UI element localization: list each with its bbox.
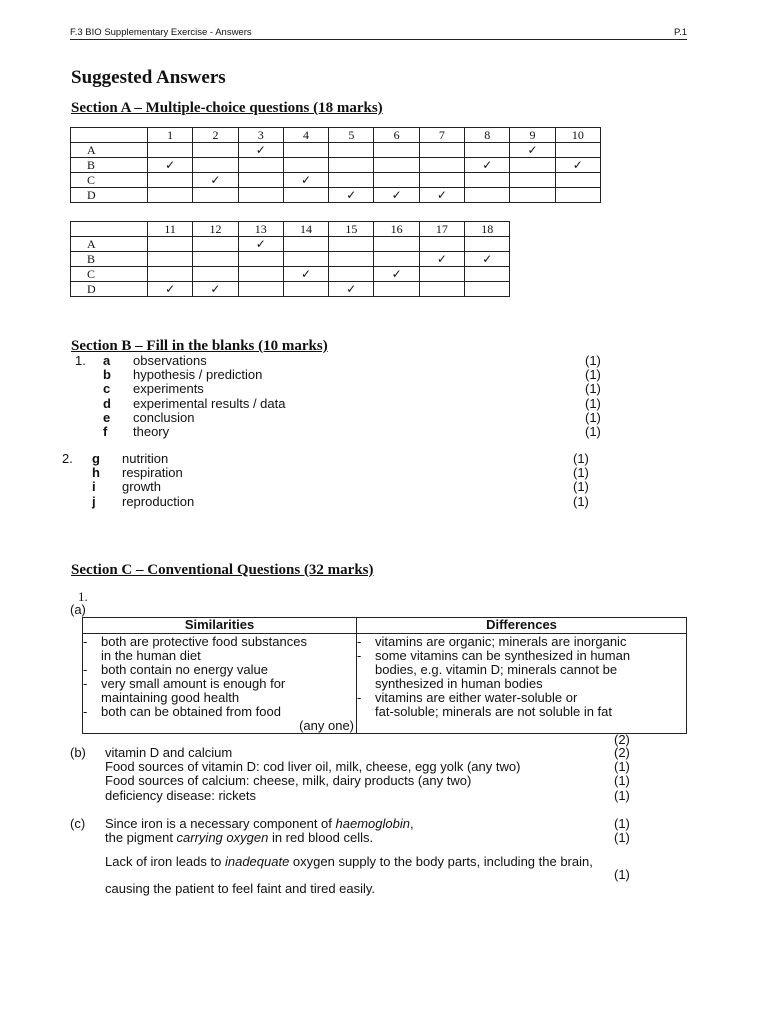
question-number-2: 2 [193, 128, 238, 143]
blank-answer-h: respiration [122, 465, 183, 481]
similarity-1-line-2 [83, 649, 356, 663]
difference-2-line-1 [357, 649, 686, 663]
answer-tick-q5: ✓ [346, 188, 357, 202]
answer-cell-q7-b [419, 158, 464, 173]
part-b-mark-1: (2) [614, 745, 630, 760]
blank-mark-d: (1) [585, 395, 601, 411]
section-c-heading: Section C – Conventional Questions (32 marks) [71, 562, 374, 578]
answer-cell-q3-c [238, 173, 283, 188]
blank-mark-i: (1) [573, 479, 589, 495]
part-c-inadequate: inadequate [224, 854, 290, 869]
answer-cell-q9-d [510, 188, 555, 203]
blank-mark-f: (1) [585, 424, 601, 439]
question-number-12: 12 [193, 222, 238, 237]
similarity-text: both contain no energy value [101, 662, 268, 677]
mc-answer-table-1 [70, 127, 601, 203]
difference-text: vitamins are organic; minerals are inorganic [375, 634, 627, 649]
blank-letter-j: j [92, 493, 96, 509]
difference-bullet: - [357, 648, 362, 663]
question-number-3: 3 [238, 128, 283, 143]
difference-bullet: - [357, 690, 362, 705]
blank-answer-d: experimental results / data [133, 395, 286, 411]
differences-header: Differences [357, 618, 687, 634]
section-a-heading: Section A – Multiple-choice questions (18 marks) [71, 100, 383, 116]
answer-tick-q15: ✓ [346, 282, 357, 296]
answer-cell-q14-b [283, 252, 328, 267]
blank-mark-c: (1) [585, 381, 601, 397]
answer-cell-q11-b [148, 252, 193, 267]
answer-cell-q15-b [329, 252, 374, 267]
part-b-line-1: vitamin D and calcium [105, 745, 233, 760]
similarity-1-line-1 [83, 635, 356, 649]
blank-mark-b: (1) [585, 367, 601, 383]
similarity-text: both are protective food substances [101, 634, 307, 649]
question-number-10: 10 [555, 128, 600, 143]
option-label-a: A [71, 237, 148, 252]
answer-cell-q1-c [148, 173, 193, 188]
answer-tick-q8: ✓ [482, 158, 493, 172]
difference-text: bodies, e.g. vitamin D; minerals cannot be [375, 662, 618, 677]
answer-tick-q13: ✓ [255, 237, 266, 251]
difference-bullet: - [357, 634, 362, 649]
question-number-7: 7 [419, 128, 464, 143]
blank-mark-h: (1) [573, 465, 589, 481]
answer-cell-q6-b [374, 158, 419, 173]
section-b-q2-number: 2. [62, 451, 73, 466]
part-b-line-3: Food sources of calcium: cheese, milk, dairy products (any two) [105, 773, 472, 789]
answer-cell-q2-b [193, 158, 238, 173]
answer-cell-q8-a [465, 143, 510, 158]
difference-bullet [357, 705, 375, 719]
part-c-haemoglobin: haemoglobin [335, 816, 410, 831]
difference-2-line-2 [357, 663, 686, 677]
answer-cell-q17-b [419, 252, 464, 267]
part-c-line-1-text: Since iron is a necessary component of [105, 816, 336, 831]
mc-answer-table-2 [70, 221, 510, 297]
blank-letter-f: f [103, 424, 108, 439]
page-title: Suggested Answers [71, 67, 226, 88]
similarity-text: very small amount is enough for [101, 676, 286, 691]
answer-cell-q9-b [510, 158, 555, 173]
similarity-3-line-1 [83, 677, 356, 691]
question-number-16: 16 [374, 222, 419, 237]
blank-mark-a: (1) [585, 353, 601, 368]
answer-cell-q17-a [419, 237, 464, 252]
blank-answer-b: hypothesis / prediction [133, 367, 263, 383]
question-number-11: 11 [148, 222, 193, 237]
part-c-line-3-text: Lack of iron leads to [105, 854, 225, 869]
answer-cell-q5-a [329, 143, 374, 158]
answer-cell-q17-d [419, 282, 464, 297]
blank-answer-j: reproduction [122, 493, 195, 509]
option-label-d: D [71, 188, 148, 203]
answer-cell-q7-d [419, 188, 464, 203]
answer-cell-q1-a [148, 143, 193, 158]
difference-text: synthesized in human bodies [375, 676, 543, 691]
section-b-q1-number: 1. [75, 353, 86, 368]
answer-cell-q3-d [238, 188, 283, 203]
difference-3-line-2 [357, 705, 686, 719]
question-number-5: 5 [329, 128, 374, 143]
answer-cell-q15-d [329, 282, 374, 297]
question-number-6: 6 [374, 128, 419, 143]
part-c-line-2-text: the pigment [105, 830, 177, 845]
option-label-b: B [71, 158, 148, 173]
similarity-text: both can be obtained from food [101, 704, 281, 719]
answer-cell-q1-d [148, 188, 193, 203]
question-number-13: 13 [238, 222, 283, 237]
option-label-d: D [71, 282, 148, 297]
blank-letter-d: d [103, 395, 111, 411]
answer-cell-q18-b [465, 252, 510, 267]
difference-text: some vitamins can be synthesized in human [375, 648, 631, 663]
similarity-bullet: - [83, 676, 88, 691]
answer-cell-q14-d [283, 282, 328, 297]
answer-tick-q4: ✓ [301, 173, 312, 187]
answer-tick-q6: ✓ [391, 188, 402, 202]
answer-cell-q8-d [465, 188, 510, 203]
blank-answer-g: nutrition [122, 451, 169, 466]
answer-cell-q6-a [374, 143, 419, 158]
blank-answer-c: experiments [133, 381, 204, 397]
section-c-question-number: 1. [78, 589, 88, 604]
difference-bullet [357, 677, 375, 691]
similarity-text: in the human diet [101, 648, 201, 663]
question-number-9: 9 [510, 128, 555, 143]
answer-cell-q2-c [193, 173, 238, 188]
difference-1-line-1 [357, 635, 686, 649]
answer-cell-q10-a [555, 143, 600, 158]
answer-cell-q16-a [374, 237, 419, 252]
answer-tick-q2: ✓ [210, 173, 221, 187]
answer-tick-q16: ✓ [391, 267, 402, 281]
similarity-2-line-1 [83, 663, 356, 677]
answer-tick-q10: ✓ [572, 158, 583, 172]
answer-cell-q17-c [419, 267, 464, 282]
answer-cell-q4-c [283, 173, 328, 188]
answer-cell-q12-d [193, 282, 238, 297]
part-c-line-2-end: in red blood cells. [268, 830, 374, 845]
blank-letter-c: c [103, 381, 111, 397]
similarity-text: maintaining good health [101, 690, 240, 705]
question-number-17: 17 [419, 222, 464, 237]
blank-answer-f: theory [133, 424, 170, 439]
answer-cell-q14-c [283, 267, 328, 282]
answer-cell-q11-a [148, 237, 193, 252]
answer-cell-q18-d [465, 282, 510, 297]
part-c-line-1 [105, 817, 414, 831]
answer-cell-q13-c [238, 267, 283, 282]
part-c-line-2 [105, 831, 373, 845]
blank-answer-a: observations [133, 353, 207, 368]
answer-cell-q12-a [193, 237, 238, 252]
question-number-15: 15 [329, 222, 374, 237]
table1-corner [71, 128, 148, 143]
similarity-4-line-1 [83, 705, 356, 719]
part-a-mark: (2) [614, 732, 630, 747]
similarity-bullet: - [83, 704, 88, 719]
blank-letter-i: i [92, 479, 96, 495]
part-a-label: (a) [70, 602, 86, 617]
answer-tick-q11: ✓ [165, 282, 176, 296]
similarities-differences-table [82, 617, 687, 734]
part-c-line-4: causing the patient to feel faint and tired easily. [105, 881, 376, 896]
part-b-mark-4: (1) [614, 787, 630, 803]
answer-cell-q12-c [193, 267, 238, 282]
option-label-b: B [71, 252, 148, 267]
any-one-note: (any one) [299, 718, 354, 733]
similarities-header: Similarities [83, 618, 357, 634]
answer-cell-q13-b [238, 252, 283, 267]
answer-cell-q4-b [283, 158, 328, 173]
difference-3-line-1 [357, 691, 686, 705]
part-b-mark-3: (1) [614, 773, 630, 789]
blank-letter-g: g [92, 451, 100, 466]
blank-answer-i: growth [122, 479, 162, 495]
differences-cell [357, 634, 687, 734]
answer-cell-q3-a [238, 143, 283, 158]
answer-cell-q13-a [238, 237, 283, 252]
answer-cell-q6-d [374, 188, 419, 203]
answer-cell-q5-d [329, 188, 374, 203]
answer-cell-q7-a [419, 143, 464, 158]
answer-cell-q4-d [283, 188, 328, 203]
part-c-mark-2: (1) [614, 830, 630, 845]
difference-text: fat-soluble; minerals are not soluble in fat [375, 704, 613, 719]
question-number-4: 4 [283, 128, 328, 143]
answer-cell-q13-d [238, 282, 283, 297]
answer-cell-q9-a [510, 143, 555, 158]
answer-cell-q16-c [374, 267, 419, 282]
question-number-1: 1 [148, 128, 193, 143]
part-c-mark-3: (1) [614, 867, 630, 882]
answer-tick-q14: ✓ [301, 267, 312, 281]
answer-cell-q10-d [555, 188, 600, 203]
answer-tick-q1: ✓ [165, 158, 176, 172]
section-b-heading: Section B – Fill in the blanks (10 marks) [71, 338, 328, 354]
part-c-line-1-end: , [409, 816, 414, 831]
blank-letter-h: h [92, 465, 100, 481]
answer-cell-q16-b [374, 252, 419, 267]
question-number-14: 14 [283, 222, 328, 237]
answer-cell-q8-b [465, 158, 510, 173]
answer-tick-q3: ✓ [255, 143, 266, 157]
answer-cell-q9-c [510, 173, 555, 188]
blank-letter-b: b [103, 367, 111, 383]
answer-cell-q15-c [329, 267, 374, 282]
similarity-bullet: - [83, 634, 88, 649]
part-b-mark-2: (1) [614, 759, 630, 775]
part-b-line-2: Food sources of vitamin D: cod liver oil, milk, cheese, egg yolk (any two) [105, 759, 521, 775]
answer-cell-q6-c [374, 173, 419, 188]
part-b-label: (b) [70, 745, 86, 760]
answer-cell-q1-b [148, 158, 193, 173]
answer-cell-q7-c [419, 173, 464, 188]
answer-cell-q18-c [465, 267, 510, 282]
blank-letter-a: a [103, 353, 111, 368]
part-c-label: (c) [70, 816, 86, 831]
part-c-line-3-end: oxygen supply to the body parts, including the brain, [289, 854, 593, 869]
part-c-mark-1: (1) [614, 816, 630, 831]
part-c-line-3 [105, 855, 593, 869]
answer-cell-q3-b [238, 158, 283, 173]
similarity-bullet: - [83, 662, 88, 677]
page-number: P.1 [674, 27, 688, 38]
page-header-title: F.3 BIO Supplementary Exercise - Answers [70, 27, 252, 38]
answer-tick-q9: ✓ [527, 143, 538, 157]
blank-mark-j: (1) [573, 493, 589, 509]
difference-2-line-3 [357, 677, 686, 691]
answer-tick-q17: ✓ [436, 252, 447, 266]
table2-corner [71, 222, 148, 237]
question-number-8: 8 [465, 128, 510, 143]
option-label-c: C [71, 173, 148, 188]
answer-cell-q10-c [555, 173, 600, 188]
answer-cell-q5-c [329, 173, 374, 188]
blank-answer-e: conclusion [133, 409, 195, 425]
answer-cell-q12-b [193, 252, 238, 267]
answer-cell-q2-a [193, 143, 238, 158]
blank-mark-e: (1) [585, 409, 601, 425]
blank-letter-e: e [103, 409, 111, 425]
question-number-18: 18 [465, 222, 510, 237]
answer-tick-q7: ✓ [436, 188, 447, 202]
answer-cell-q14-a [283, 237, 328, 252]
part-b-line-4: deficiency disease: rickets [105, 787, 257, 803]
answer-cell-q18-a [465, 237, 510, 252]
answer-cell-q8-c [465, 173, 510, 188]
answer-cell-q16-d [374, 282, 419, 297]
option-label-c: C [71, 267, 148, 282]
answer-cell-q11-d [148, 282, 193, 297]
answer-tick-q18: ✓ [482, 252, 493, 266]
part-c-carrying-oxygen: carrying oxygen [176, 830, 269, 845]
difference-text: vitamins are either water-soluble or [375, 690, 578, 705]
header-rule [70, 39, 687, 40]
similarity-bullet [83, 649, 101, 663]
answer-cell-q5-b [329, 158, 374, 173]
answer-cell-q2-d [193, 188, 238, 203]
answer-cell-q4-a [283, 143, 328, 158]
blank-mark-g: (1) [573, 451, 589, 466]
answer-cell-q10-b [555, 158, 600, 173]
similarity-bullet [83, 691, 101, 705]
similarities-cell [83, 634, 357, 734]
answer-cell-q11-c [148, 267, 193, 282]
answer-tick-q12: ✓ [210, 282, 221, 296]
similarity-3-line-2 [83, 691, 356, 705]
difference-bullet [357, 663, 375, 677]
option-label-a: A [71, 143, 148, 158]
answer-cell-q15-a [329, 237, 374, 252]
